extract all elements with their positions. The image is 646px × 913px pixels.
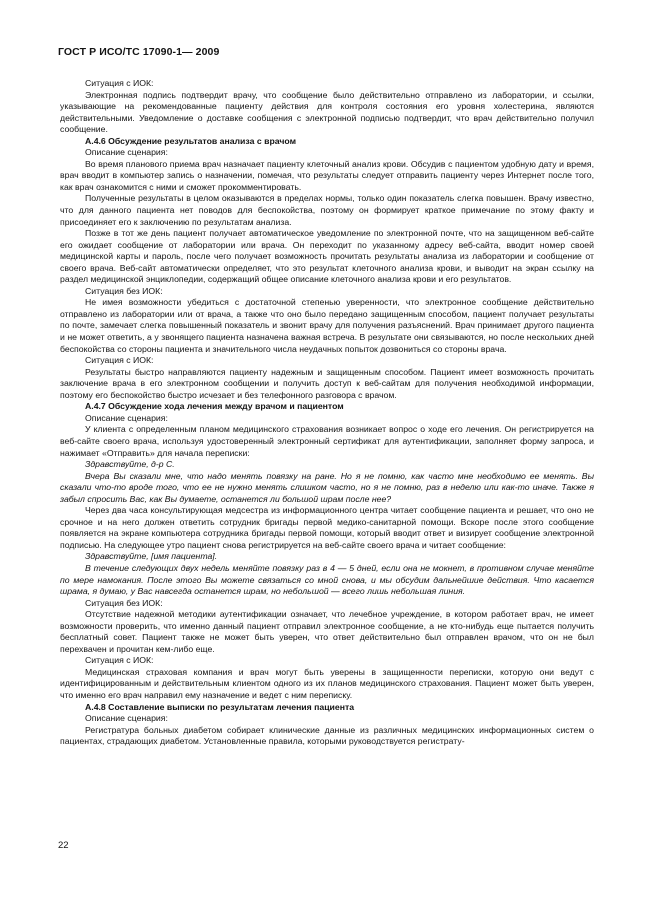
paragraph: У клиента с определенным планом медицинского страхования возникает вопрос о ходе его лечения. Он регистрируется на веб-сайте своего врача, используя удостоверенный электронный сертификат для аутентификации, заполняет форму запроса, и нажимает «Отправить» для начала переписки: — [60, 424, 594, 458]
section-heading: А.4.7 Обсуждение хода лечения между врачом и пациентом — [85, 401, 344, 412]
page-number: 22 — [58, 840, 69, 851]
paragraph: Медицинская страховая компания и врач могут быть уверены в защищенности переписки, которую они ведут с идентифицированным и действительным клиентом одного из их планов медицинского страхования. Пациент может быть уверен, что именно его врач направил ему назначение и ведет с ним переписку. — [60, 666, 594, 700]
paragraph: Позже в тот же день пациент получает автоматическое уведомление по электронной почте, что на защищенном веб-сайте его ожидает сообщение от лаборатории или врача. Он переходит по указанному адресу веб-сайта, вводит номер своей медицинской карты и пароль, после чего получает возможность прочитать результаты анализа из лаборатории и сообщение от своего врача. Веб-сайт автоматически определяет, что это результат клеточного анализа крови, и выводит на экран ссылку на раздел медицинской энциклопедии, содержащий общее описание клеточного анализа крови и его результатов. — [60, 228, 594, 285]
paragraph: Через два часа консультирующая медсестра из информационного центра читает сообщение пациента и решает, что оно не срочное и на него должен ответить сотрудник бригады первой медико-санитарной помощи. Вскоре после этого сообщение появляется на экране компьютера сотрудника бригады первой помощи, который вводит ответ и визирует сообщение электронной подписью. На следующее утро пациент снова регистрируется на веб-сайте своего врача и читает сообщение: — [60, 505, 594, 550]
paragraph: Полученные результаты в целом оказываются в пределах нормы, только один показатель слегка повышен. Врачу известно, что для данного пациента нет поводов для беспокойства, поэтому он формирует краткое примечание по этому факту и присоединяет его к заключению по результатам анализа. — [60, 193, 594, 227]
paragraph: Ситуация без ИОК: — [85, 285, 163, 296]
quoted-message: В течение следующих двух недель меняйте повязку раз в 4 — 5 дней, если она не мокнет, в противном случае меняйте по мере намокания. После этого Вы можете связаться со мной снова, и мы обсудим дальнейшие действия. Что касается шрама, я думаю, у Вас навсегда останется шрам, но небольшой — всего лишь небольшая линия. — [60, 562, 594, 597]
document-body — [60, 78, 594, 748]
quoted-message: Здравствуйте, д-р С. — [85, 459, 175, 470]
document-header: ГОСТ Р ИСО/ТС 17090-1— 2009 — [58, 46, 220, 58]
paragraph: Отсутствие надежной методики аутентификации означает, что лечебное учреждение, в котором работает врач, не имеет возможности проверить, что именно данный пациент отправил электронное сообщение, а не кто-нибудь еще пытается получить бесплатный совет. Пациент также не может быть уверен, что ответ действительно был отправлен врачом, что он не был перехвачен и прочитан кем-либо еще. — [60, 609, 594, 654]
paragraph: Регистратура больных диабетом собирает клинические данные из различных медицинских информационных систем о пациентах, страдающих диабетом. Установленные правила, которыми руководствуется регистрату- — [60, 724, 594, 747]
paragraph: Ситуация без ИОК: — [85, 597, 163, 608]
section-heading: А.4.8 Составление выписки по результатам лечения пациента — [85, 701, 355, 712]
quoted-message: Здравствуйте, [имя пациента]. — [85, 551, 218, 562]
paragraph: Описание сценария: — [85, 147, 168, 158]
paragraph: Ситуация с ИОК: — [85, 655, 154, 666]
quoted-message: Вчера Вы сказали мне, что надо менять повязку на ране. Но я не помню, как часто мне необходимо ее менять. Вы сказали что-то вроде того, что ее не нужно менять слишком часто, но я не помню, раз в неделю или как-то иначе. Также я забыл спросить Вас, как Вы думаете, останется ли большой шрам после нее? — [60, 470, 594, 504]
paragraph: Во время планового приема врач назначает пациенту клеточный анализ крови. Обсудив с пациентом удобную дату и время, врач вводит в компьютер запись о назначении, помечая, что результаты следует отправить пациенту через Интернет после того, как врач ознакомится с ними и сможет прокомментировать. — [60, 158, 594, 192]
paragraph: Описание сценария: — [85, 412, 168, 423]
paragraph: Ситуация с ИОК: — [85, 78, 154, 88]
paragraph: Описание сценария: — [85, 713, 168, 724]
section-heading: А.4.6 Обсуждение результатов анализа с врачом — [85, 135, 297, 146]
paragraph: Результаты быстро направляются пациенту надежным и защищенным способом. Пациент имеет возможность прочитать заключение врача в его электронном сообщении и получить доступ к веб-сайтам для получения необходимой информации, поэтому его беспокойство быстро исчезает и без телефонного разговора с врачом. — [60, 366, 594, 400]
paragraph: Не имея возможности убедиться с достаточной степенью уверенности, что электронное сообщение действительно отправлено из лаборатории или от врача, а также что оно было передано защищенным способом, пациент получает результаты по почте, замечает слегка повышенный показатель и звонит врачу для получения разъяснений. Врач принимает другого пациента и не может ответить, а у звонящего пациента назначена важная встреча. В результате они связываются, но после нескольких дней беспокойства со стороны пациента и значительного числа неудачных попыток дозвониться со стороны врача. — [60, 297, 594, 354]
paragraph: Ситуация с ИОК: — [85, 355, 154, 366]
paragraph: Электронная подпись подтвердит врачу, что сообщение было действительно отправлено из лаборатории, и ссылки, указывающие на рекомендованные пациенту действия для контроля состояния его уровня холестерина, являются действительными. Уведомление о доставке сообщения с электронной подписью подтвердит, что врач действительно получил сообщение. — [60, 89, 594, 135]
